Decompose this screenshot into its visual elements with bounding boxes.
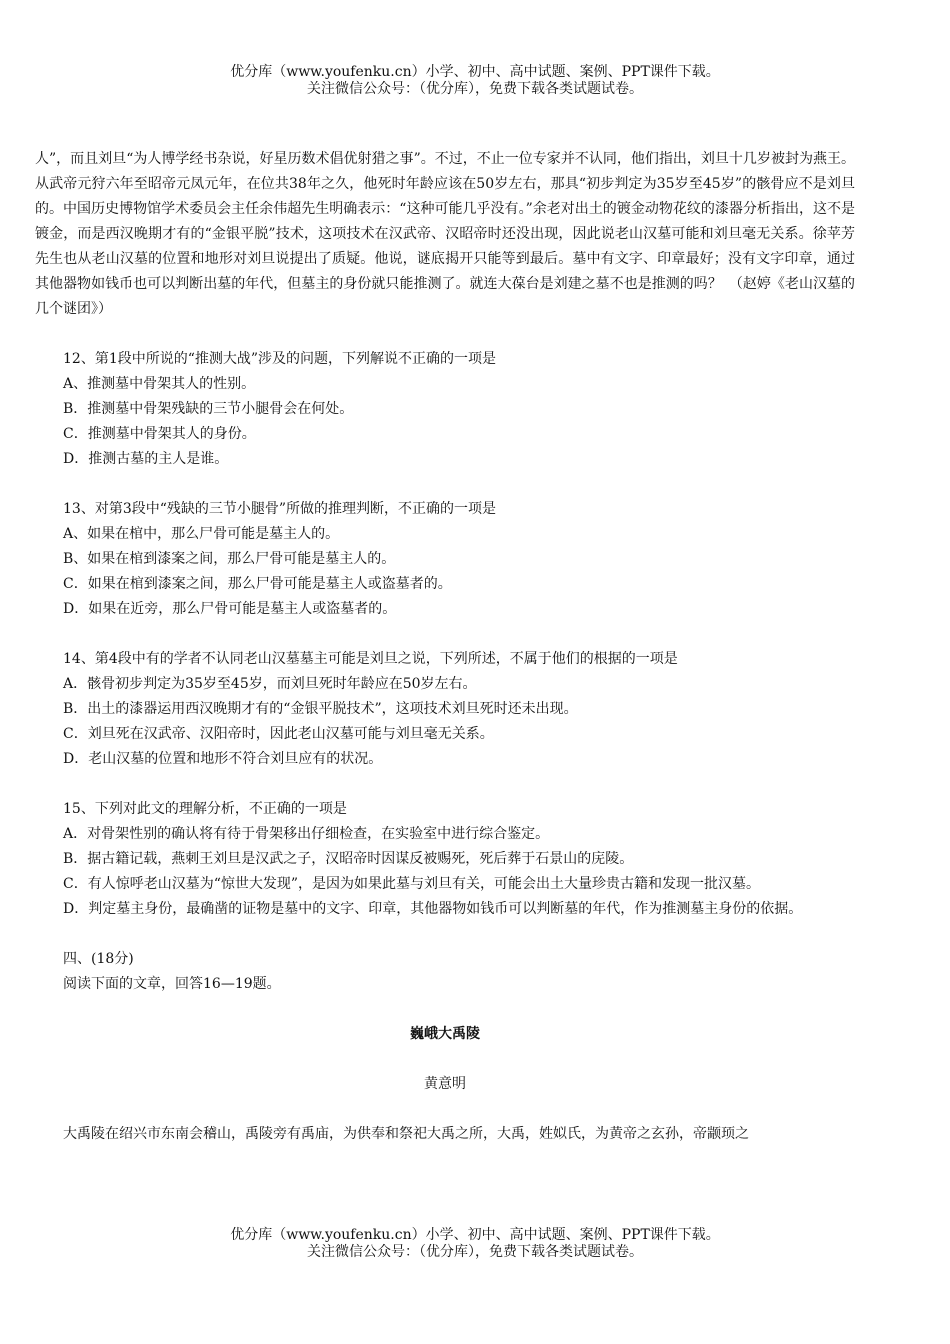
question-option: A、推测墓中骨架其人的性别。 — [63, 376, 256, 392]
article-title: 巍峨大禹陵 — [410, 1026, 480, 1042]
question-option: D．推测古墓的主人是谁。 — [63, 451, 229, 467]
footer-line-1: 优分库（www.youfenku.cn）小学、初中、高中试题、案例、PPT课件下载。 — [230, 1227, 720, 1243]
question-option: D．老山汉墓的位置和地形不符合刘旦应有的状况。 — [63, 751, 383, 767]
question-option: A．对骨架性别的确认将有待于骨架移出仔细检查，在实验室中进行综合鉴定。 — [63, 826, 550, 842]
question-option: A、如果在棺中，那么尸骨可能是墓主人的。 — [63, 526, 340, 542]
question-option: C．如果在棺到漆案之间，那么尸骨可能是墓主人或盗墓者的。 — [63, 576, 452, 592]
question-12 — [35, 347, 855, 472]
page-header — [0, 64, 950, 98]
page-content — [35, 147, 855, 1147]
section-instruction: 阅读下面的文章，回答16—19题。 — [63, 976, 281, 992]
question-15 — [35, 797, 855, 922]
header-line-1: 优分库（www.youfenku.cn）小学、初中、高中试题、案例、PPT课件下载。 — [230, 64, 720, 80]
question-option: C．刘旦死在汉武帝、汉阳帝时，因此老山汉墓可能与刘旦毫无关系。 — [63, 726, 494, 742]
question-option: D．如果在近旁，那么尸骨可能是墓主人或盗墓者的。 — [63, 601, 397, 617]
question-option: B、如果在棺到漆案之间，那么尸骨可能是墓主人的。 — [63, 551, 396, 567]
question-option: B．推测墓中骨架残缺的三节小腿骨会在何处。 — [63, 401, 354, 417]
header-line-2: 关注微信公众号：（优分库），免费下载各类试题试卷。 — [307, 81, 643, 97]
question-option: D．判定墓主身份，最确凿的证物是墓中的文字、印章，其他器物如钱币可以判断墓的年代，作为推测墓主身份的依据。 — [63, 901, 803, 917]
question-stem: 14、第4段中有的学者不认同老山汉墓墓主可能是刘旦之说，下列所述，不属于他们的根据的一项是 — [63, 651, 678, 667]
question-13 — [35, 497, 855, 622]
question-14 — [35, 647, 855, 772]
question-option: B．出土的漆器运用西汉晚期才有的“金银平脱技术”，这项技术刘旦死时还未出现。 — [63, 701, 578, 717]
question-stem: 12、第1段中所说的“推测大战”涉及的问题，下列解说不正确的一项是 — [63, 351, 497, 367]
question-option: C．推测墓中骨架其人的身份。 — [63, 426, 256, 442]
article-author: 黄意明 — [424, 1076, 466, 1092]
page-footer — [0, 1227, 950, 1261]
question-option: C．有人惊呼老山汉墓为“惊世大发现”，是因为如果此墓与刘旦有关，可能会出土大量珍贵古籍和发现一批汉墓。 — [63, 876, 761, 892]
footer-line-2: 关注微信公众号：（优分库），免费下载各类试题试卷。 — [307, 1244, 643, 1260]
passage-paragraph: 人”，而且刘旦“为人博学经书杂说，好星历数术倡优射猎之事”。不过，不止一位专家并不认同，他们指出，刘旦十几岁被封为燕王。从武帝元狩六年至昭帝元凤元年，在位共38年之久，他死时年龄应该在50岁左右，那具“初步判定为35岁至45岁”的骸骨应不是刘旦的。中国历史博物馆学术委员会主任余伟超先生明确表示：“这种可能几乎没有。”余老对出土的镀金动物花纹的漆器分析指出，这不是镀金，而是西汉晚期才有的“金银平脱”技术，这项技术在汉武帝、汉昭帝时还没出现，因此说老山汉墓可能和刘旦毫无关系。徐苹芳先生也从老山汉墓的位置和地形对刘旦说提出了质疑。他说，谜底揭开只能等到最后。墓中有文字、印章最好；没有文字印章，通过其他器物如钱币也可以判断出墓的年代，但墓主的身份就只能推测了。就连大葆台是刘建之墓不也是推测的吗？ （赵婷《老山汉墓的几个谜团》） — [35, 151, 855, 317]
section-heading: 四、(18分) — [63, 951, 134, 967]
question-option: B．据古籍记载，燕刺王刘旦是汉武之子，汉昭帝时因谋反被赐死，死后葬于石景山的庑陵。 — [63, 851, 634, 867]
question-option: A．骸骨初步判定为35岁至45岁，而刘旦死时年龄应在50岁左右。 — [63, 676, 477, 692]
question-stem: 13、对第3段中“残缺的三节小腿骨”所做的推理判断，不正确的一项是 — [63, 501, 497, 517]
article-first-line: 大禹陵在绍兴市东南会稽山，禹陵旁有禹庙，为供奉和祭祀大禹之所，大禹，姓姒氏，为黄帝之玄孙，帝颛顼之 — [63, 1126, 749, 1142]
question-stem: 15、下列对此文的理解分析，不正确的一项是 — [63, 801, 347, 817]
